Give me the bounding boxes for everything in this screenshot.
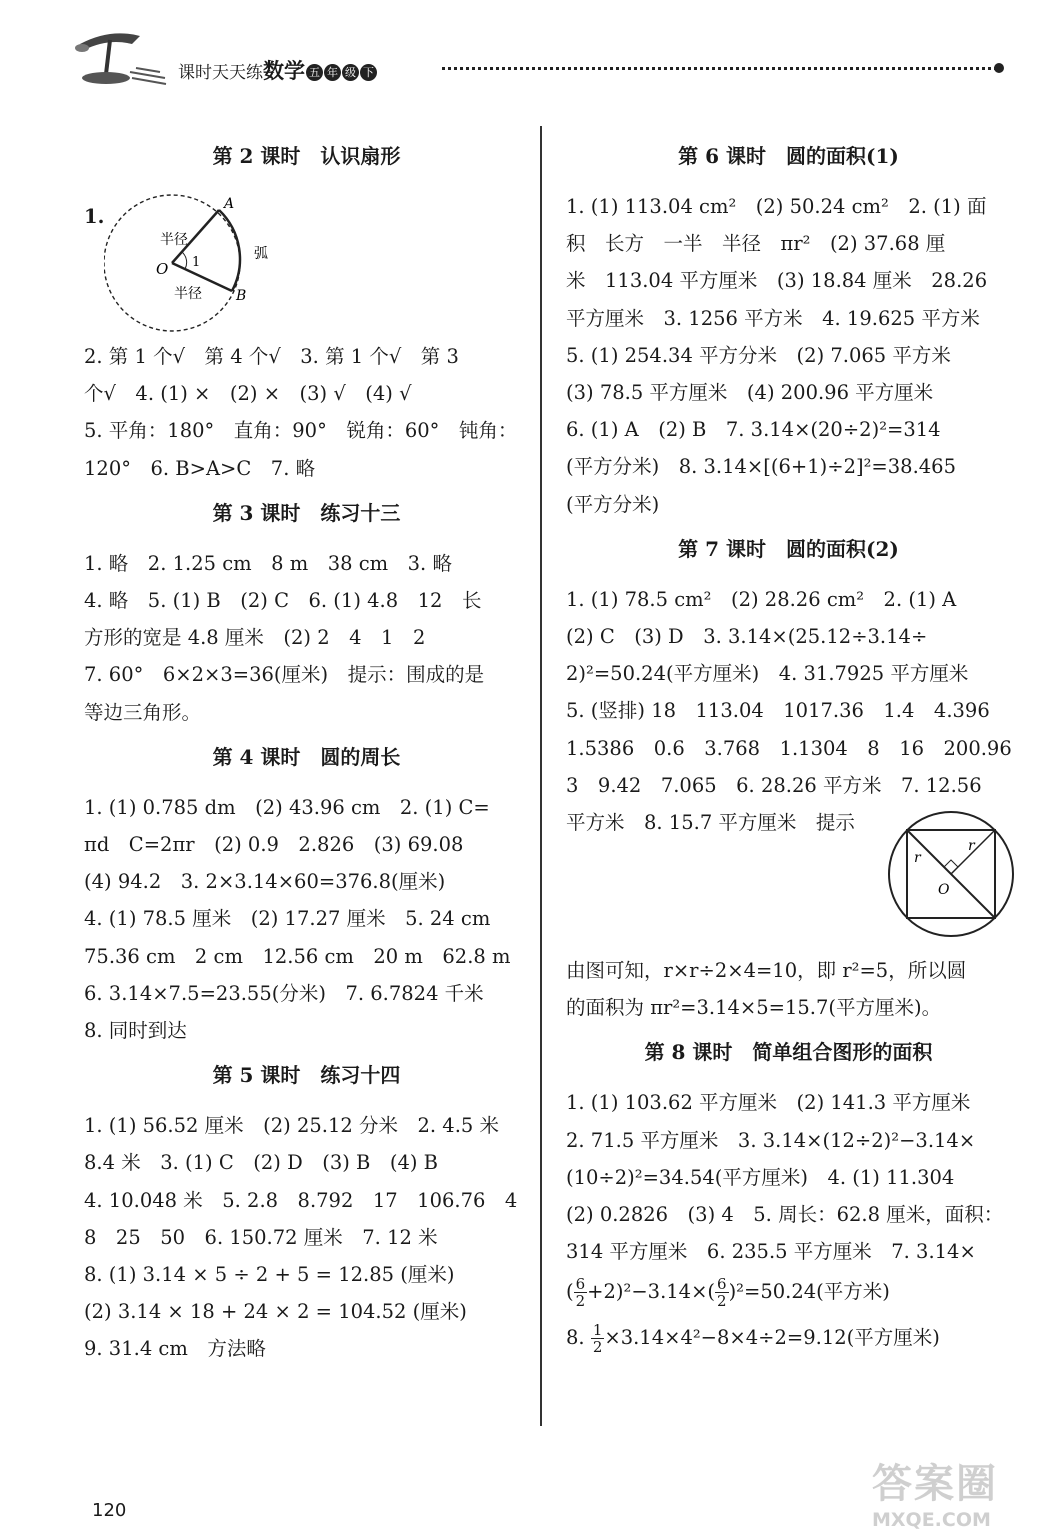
answer-line-fraction: [566, 1270, 1011, 1314]
section-title: 第 3 课时 练习十三: [212, 500, 401, 525]
answer-line: 平方米 8. 15.7 平方厘米 提示: [566, 811, 855, 835]
text-fragment: 8.: [566, 1326, 591, 1350]
answer-line: 1.5386 0.6 3.768 1.1304 8 16 200.96: [566, 736, 1012, 760]
answer-line: 6. 3.14×7.5=23.55(分米) 7. 6.7824 千米: [84, 981, 484, 1005]
answer-line: 8. 同时到达: [84, 1019, 187, 1043]
column-divider: [540, 126, 542, 1426]
title-prefix: 课时天天练: [178, 63, 263, 83]
sector-diagram: [104, 188, 284, 338]
answer-line: (2) 0.2826 (3) 4 5. 周长：62.8 厘米，面积：: [566, 1203, 1004, 1227]
text-fragment: (: [566, 1280, 574, 1304]
answer-line: 积 长方 一半 半径 πr² (2) 37.68 厘: [566, 232, 946, 256]
label-o: O: [938, 882, 950, 899]
denominator: 2: [592, 1338, 603, 1357]
answer-line: 个√ 4. (1) × (2) × (3) √ (4) √: [84, 382, 412, 406]
item-number: 1.: [84, 205, 105, 228]
label-angle: 1: [192, 255, 201, 270]
answer-line: (平方分米): [566, 492, 660, 516]
fraction: [715, 1276, 729, 1309]
section-title: 第 8 课时 简单组合图形的面积: [644, 1040, 933, 1065]
answer-line: 2. 71.5 平方厘米 3. 3.14×(12÷2)²−3.14×: [566, 1128, 976, 1152]
answer-line: 5. (1) 254.34 平方分米 (2) 7.065 平方米: [566, 343, 951, 367]
answer-line: 3 9.42 7.065 6. 28.26 平方米 7. 12.56: [566, 773, 982, 797]
label-arc: 弧: [254, 246, 268, 262]
label-o: O: [156, 260, 169, 278]
answer-line: (10÷2)²=34.54(平方厘米) 4. (1) 11.304: [566, 1165, 955, 1189]
label-b: B: [236, 288, 247, 304]
answer-line: 4. 10.048 米 5. 2.8 8.792 17 106.76 4: [84, 1188, 518, 1212]
text-fragment: +2)²−3.14×(: [587, 1280, 716, 1304]
numerator: 6: [575, 1275, 586, 1294]
answer-line: 75.36 cm 2 cm 12.56 cm 20 m 62.8 m: [84, 944, 511, 968]
watermark-text: 答案圈: [872, 1461, 998, 1507]
grade-badge: 年: [324, 64, 341, 81]
left-column: [84, 130, 529, 1368]
grade-badge: 下: [360, 64, 377, 81]
answer-line: 2)²=50.24(平方厘米) 4. 31.7925 平方厘米: [566, 662, 969, 686]
denominator: 2: [717, 1292, 727, 1311]
answer-line: 平方厘米 3. 1256 平方米 4. 19.625 平方米: [566, 306, 980, 330]
answer-line: πd C=2πr (2) 0.9 2.826 (3) 69.08: [84, 833, 464, 857]
answer-line: 8. (1) 3.14 × 5 ÷ 2 + 5 = 12.85 (厘米): [84, 1263, 455, 1287]
answer-line: (3) 78.5 平方厘米 (4) 200.96 平方厘米: [566, 381, 934, 405]
header-dotted-rule: [442, 67, 997, 70]
page-header: [0, 0, 1042, 110]
answer-line: 9. 31.4 cm 方法略: [84, 1337, 266, 1361]
answer-line: 的面积为 πr²=3.14×5=15.7(平方厘米)。: [566, 996, 942, 1020]
answer-line: 1. 略 2. 1.25 cm 8 m 38 cm 3. 略: [84, 551, 452, 575]
section-title: 第 4 课时 圆的周长: [212, 744, 401, 769]
answer-line: 5. (竖排) 18 113.04 1017.36 1.4 4.396: [566, 699, 990, 723]
text-fragment: )²=50.24(平方米): [728, 1280, 890, 1304]
page-number: 120: [92, 1500, 127, 1521]
answer-line-with-figure: [566, 804, 1011, 952]
answer-line: 8 25 50 6. 150.72 厘米 7. 12 米: [84, 1225, 438, 1249]
answer-line: 方形的宽是 4.8 厘米 (2) 2 4 1 2: [84, 626, 426, 650]
answer-line: 等边三角形。: [84, 700, 202, 724]
answer-line: 1. (1) 103.62 平方厘米 (2) 141.3 平方厘米: [566, 1091, 971, 1115]
answer-line: 8.4 米 3. (1) C (2) D (3) B (4) B: [84, 1151, 439, 1175]
section-title: 第 7 课时 圆的面积(2): [678, 536, 899, 561]
answer-line: (4) 94.2 3. 2×3.14×60=376.8(厘米): [84, 870, 446, 894]
label-radius-bottom: 半径: [174, 286, 202, 302]
watermark-url: MXQE.COM: [872, 1509, 991, 1531]
denominator: 2: [575, 1292, 586, 1311]
answer-line: 1. (1) 78.5 cm² (2) 28.26 cm² 2. (1) A: [566, 587, 957, 611]
section-title: 第 5 课时 练习十四: [212, 1063, 401, 1088]
right-column: [566, 130, 1011, 1362]
answer-line: 1. (1) 113.04 cm² (2) 50.24 cm² 2. (1) 面: [566, 195, 987, 218]
grade-badge: 五: [306, 64, 323, 81]
label-radius-top: 半径: [160, 232, 188, 248]
label-a: A: [224, 196, 235, 212]
answer-line: 120° 6. B>A>C 7. 略: [84, 456, 316, 480]
answer-line-fraction: [566, 1314, 1011, 1362]
grade-badge: 级: [342, 64, 359, 81]
section-title: 第 2 课时 认识扇形: [212, 144, 401, 168]
header-dot: [994, 63, 1004, 73]
book-title: [178, 55, 377, 85]
fraction: [574, 1276, 588, 1309]
label-r: r: [968, 838, 975, 855]
answer-line: 7. 60° 6×2×3=36(厘米) 提示：围成的是: [84, 663, 485, 687]
answer-line: (2) 3.14 × 18 + 24 × 2 = 104.52 (厘米): [84, 1300, 467, 1324]
subject: 数学: [263, 59, 305, 83]
numerator: 1: [592, 1321, 603, 1340]
watermark: [872, 1452, 1022, 1530]
circle-square-figure: [886, 804, 1016, 940]
answer-line: 4. 略 5. (1) B (2) C 6. (1) 4.8 12 长: [84, 589, 482, 613]
answer-line: (平方分米) 8. 3.14×[(6+1)÷2]²=38.465: [566, 455, 956, 479]
label-r: r: [914, 850, 921, 867]
answer-line: 1. (1) 56.52 厘米 (2) 25.12 分米 2. 4.5 米: [84, 1114, 500, 1138]
answer-line: 2. 第 1 个√ 第 4 个√ 3. 第 1 个√ 第 3: [84, 345, 459, 368]
desk-lamp-icon: [70, 26, 170, 96]
text-fragment: ×3.14×4²−8×4÷2=9.12(平方厘米): [604, 1326, 940, 1350]
answer-line: 4. (1) 78.5 厘米 (2) 17.27 厘米 5. 24 cm: [84, 907, 491, 931]
answer-line: (2) C (3) D 3. 3.14×(25.12÷3.14÷: [566, 625, 928, 649]
answer-line: 1. (1) 0.785 dm (2) 43.96 cm 2. (1) C=: [84, 795, 490, 819]
sector-figure: [84, 188, 529, 338]
answer-line: 由图可知，r×r÷2×4=10，即 r²=5，所以圆: [566, 959, 967, 983]
answer-line: 314 平方厘米 6. 235.5 平方厘米 7. 3.14×: [566, 1240, 976, 1264]
answer-line: 6. (1) A (2) B 7. 3.14×(20÷2)²=314: [566, 418, 941, 442]
answer-line: 5. 平角：180° 直角：90° 锐角：60° 钝角：: [84, 419, 518, 443]
numerator: 6: [717, 1275, 727, 1294]
fraction: [591, 1322, 605, 1355]
section-title: 第 6 课时 圆的面积(1): [678, 144, 899, 168]
answer-line: 米 113.04 平方厘米 (3) 18.84 厘米 28.26: [566, 269, 988, 293]
